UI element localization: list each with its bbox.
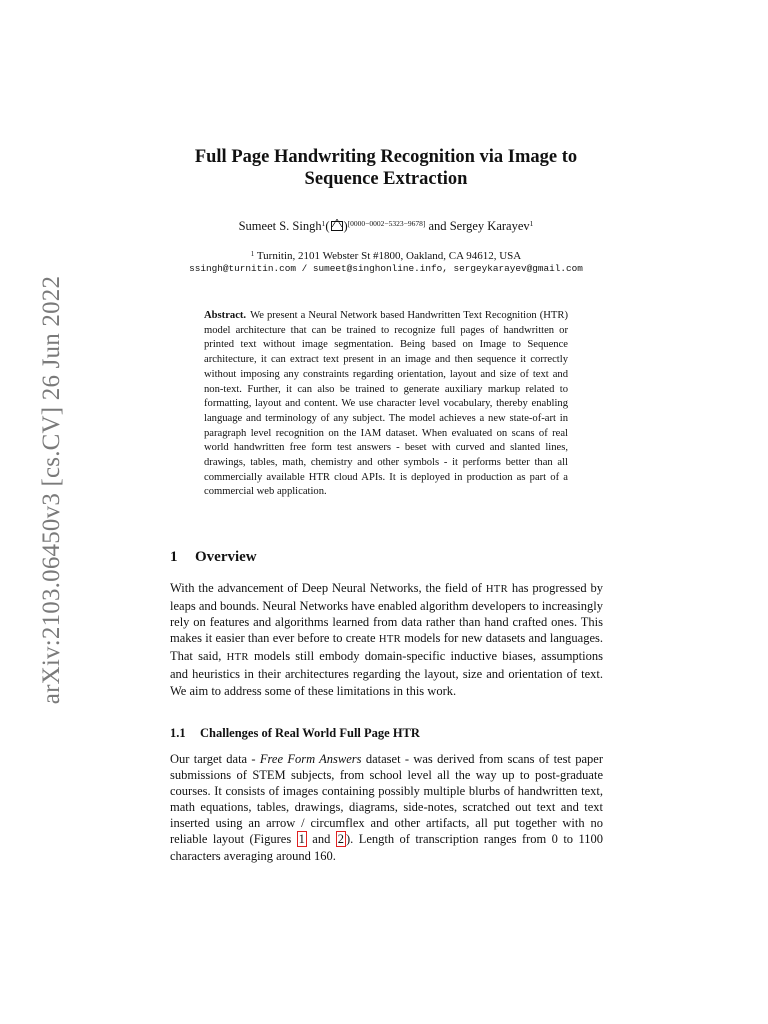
arxiv-identifier: arXiv:2103.06450v3 [cs.CV] 26 Jun 2022 bbox=[38, 275, 65, 705]
title-line-2: Sequence Extraction bbox=[304, 169, 468, 189]
challenges-and: and bbox=[306, 832, 336, 847]
overview-text-4: models still embody domain-specific inductive biases, assumptions and heuristics in their architectures regarding the layout, size and orientation of text. We aim to address some of these limitations in this work. bbox=[170, 649, 603, 698]
author-2-sup: 1 bbox=[529, 219, 534, 228]
abstract-block bbox=[204, 309, 568, 500]
overview-text-1: With the advancement of Deep Neural Networks, the field of bbox=[170, 581, 486, 595]
subsection-heading-challenges bbox=[170, 725, 420, 741]
author-1-sup: 1 bbox=[321, 219, 326, 228]
challenges-text-3: ). Length of transcription ranges from 0 to 1100 characters averaging around 160. bbox=[170, 832, 603, 863]
section-heading-overview bbox=[170, 548, 257, 566]
challenges-text-1: Our target data - bbox=[170, 752, 260, 766]
htr-acronym: HTR bbox=[378, 634, 401, 646]
title-line-1: Full Page Handwriting Recognition via Image to bbox=[194, 147, 578, 167]
and-connector: and bbox=[425, 219, 450, 233]
subsection-number: 1.1 bbox=[170, 726, 186, 740]
abstract-text: We present a Neural Network based Handwritten Text Recognition (HTR) model architecture that can be trained to recognize full pages of handwritten or printed text without image segmentation. Being based on Image to Sequence architecture, it can extract text present in an image and then sequence it correctly without imposing any constraints regarding orientation, layout and size of text and non-text. Further, it can also be trained to generate auxiliary markup related to formatting, layout and content. We use character level vocabulary, thereby enabling language and terminology of any subject. The model achieves a new state-of-art in paragraph level recognition on the IAM dataset. When evaluated on scans of real world handwritten free form test answers - beset with curved and slanted lines, drawings, tables, math, chemistry and other symbols - it performs better than all commercially available HTR cloud APIs. It is deployed in production as part of a commercial web application. bbox=[204, 310, 568, 498]
abstract-label: Abstract. bbox=[204, 310, 247, 321]
overview-text-2: has progressed by leaps and bounds. Neural Networks have enabled algorithm developers to increasingly rely on features and algorithms learned from data rather than hand crafted ones. This makes it easier than ever before to create bbox=[170, 581, 603, 646]
challenges-text-2: dataset - was derived from scans of test paper submissions of STEM subjects, from school level all the way up to post-graduate courses. It consists of images containing possibly multiple blurbs of handwritten text, math equations, tables, drawings, diagrams, side-notes, scratched out text and text inserted using an arrow / circumflex and other artifacts, all put together with no reliable layout (Figures bbox=[170, 752, 603, 847]
figure-ref-1-link[interactable]: 1 bbox=[298, 832, 305, 847]
affiliation-text: Turnitin, 2101 Webster St #1800, Oakland, CA 94612, USA bbox=[254, 250, 522, 262]
author-1-affil-mark bbox=[322, 219, 326, 228]
author-2-name: Sergey Karayev bbox=[449, 219, 530, 233]
section-number: 1 bbox=[170, 549, 178, 565]
affiliation-mark: 1 bbox=[250, 250, 255, 258]
author-emails[interactable]: ssingh@turnitin.com / sumeet@singhonline.info, sergeykarayev@gmail.com bbox=[189, 263, 583, 274]
author-1-orcid[interactable]: [0000−0002−5323−9678] bbox=[347, 219, 426, 228]
dataset-name: Free Form Answers bbox=[259, 752, 362, 766]
subsection-title: Challenges of Real World Full Page HTR bbox=[200, 726, 420, 740]
figure-ref-2-link[interactable]: 2 bbox=[337, 832, 344, 847]
author-list: Sumeet S. Singh$^1$( )[0000−0002−5323−9678] and Sergey Karayev$^1$ bbox=[238, 219, 534, 233]
overview-text-3: models for new datasets and languages. That said, bbox=[170, 631, 604, 664]
challenges-paragraph bbox=[170, 751, 603, 864]
htr-acronym: HTR bbox=[485, 584, 508, 595]
overview-paragraph bbox=[170, 580, 603, 699]
affiliation bbox=[120, 247, 652, 263]
paper-title bbox=[120, 146, 652, 190]
author-1-name: Sumeet S. Singh bbox=[238, 219, 322, 233]
htr-acronym: HTR bbox=[226, 652, 249, 664]
envelope-icon[interactable] bbox=[331, 221, 343, 231]
section-title: Overview bbox=[195, 549, 257, 565]
